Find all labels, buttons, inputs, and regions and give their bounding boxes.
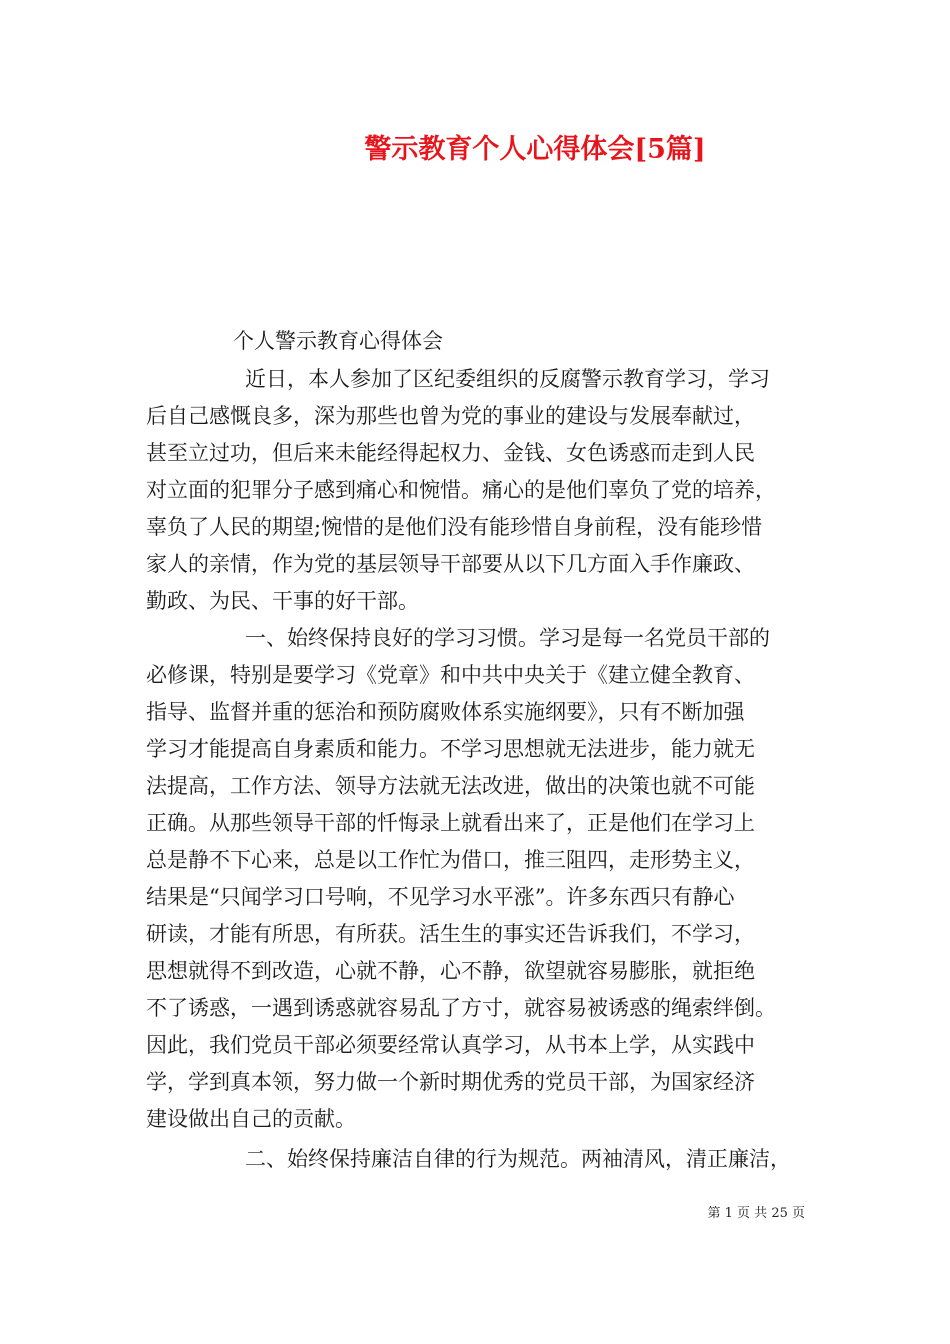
body-line: 学习才能提高自身素质和能力。不学习思想就无法进步，能力就无 bbox=[146, 737, 755, 761]
body-line: 对立面的犯罪分子感到痛心和惋惜。痛心的是他们辜负了党的培养， bbox=[146, 478, 776, 502]
body-line: 学，学到真本领，努力做一个新时期优秀的党员干部，为国家经济 bbox=[146, 1070, 755, 1094]
body-line: 指导、监督并重的惩治和预防腐败体系实施纲要》，只有不断加强 bbox=[146, 700, 745, 724]
body-line: 建设做出自己的贡献。 bbox=[146, 1107, 356, 1131]
body-line: 正确。从那些领导干部的忏悔录上就看出来了，正是他们在学习上 bbox=[146, 811, 755, 835]
body-line: 二、始终保持廉洁自律的行为规范。两袖清风，清正廉洁， bbox=[245, 1147, 791, 1171]
body-line: 结果是“只闻学习口号响，不见学习水平涨”。许多东西只有静心 bbox=[146, 885, 735, 909]
body-line: 后自己感慨良多，深为那些也曾为党的事业的建设与发展奉献过， bbox=[146, 404, 755, 428]
body-line: 法提高，工作方法、领导方法就无法改进，做出的决策也就不可能 bbox=[146, 774, 755, 798]
page-title: 警示教育个人心得体会[5篇] bbox=[364, 134, 706, 165]
body-line: 勤政、为民、干事的好干部。 bbox=[146, 589, 419, 613]
body-line: 一、始终保持良好的学习习惯。学习是每一名党员干部的 bbox=[245, 626, 770, 650]
body-line: 家人的亲情，作为党的基层领导干部要从以下几方面入手作廉政、 bbox=[146, 552, 755, 576]
page-footer: 第 1 页 共 25 页 bbox=[707, 1206, 805, 1221]
section-subtitle: 个人警示教育心得体会 bbox=[233, 329, 443, 353]
body-line: 总是静不下心来，总是以工作忙为借口，推三阻四，走形势主义， bbox=[146, 848, 755, 872]
body-line: 研读，才能有所思，有所获。活生生的事实还告诉我们，不学习， bbox=[146, 922, 755, 946]
body-line: 甚至立过功，但后来未能经得起权力、金钱、女色诱惑而走到人民 bbox=[146, 441, 755, 465]
body-line: 辜负了人民的期望;惋惜的是他们没有能珍惜自身前程，没有能珍惜 bbox=[146, 515, 763, 539]
body-line: 不了诱惑，一遇到诱惑就容易乱了方寸，就容易被诱惑的绳索绊倒。 bbox=[146, 996, 776, 1020]
body-line: 因此，我们党员干部必须要经常认真学习，从书本上学，从实践中 bbox=[146, 1033, 755, 1057]
body-line: 必修课，特别是要学习《党章》和中共中央关于《建立健全教育、 bbox=[146, 663, 755, 687]
body-line: 近日，本人参加了区纪委组织的反腐警示教育学习，学习 bbox=[245, 367, 770, 391]
body-line: 思想就得不到改造，心就不静，心不静，欲望就容易膨胀，就拒绝 bbox=[146, 959, 755, 983]
